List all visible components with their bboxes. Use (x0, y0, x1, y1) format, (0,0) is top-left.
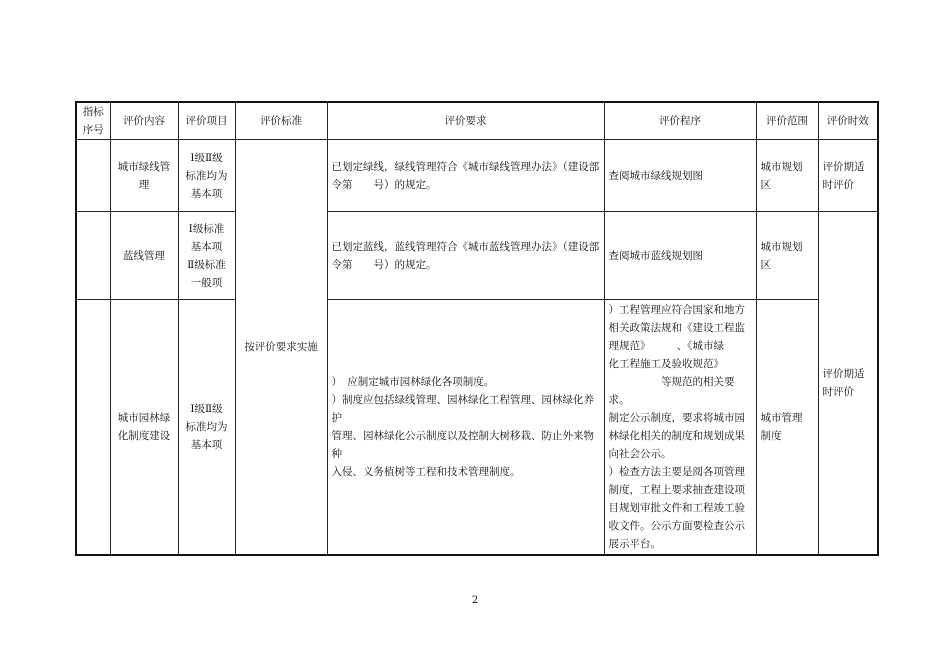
timeliness-merged-cell: 评价期适 时评价 (818, 212, 878, 555)
row-index (76, 140, 110, 212)
row-item: Ⅰ级Ⅱ级 标准均为 基本项 (178, 300, 235, 555)
row-procedure: 查阅城市蓝线规划图 (604, 212, 756, 300)
row-scope: 城市规划 区 (756, 140, 818, 212)
header-standard: 评价标准 (235, 102, 327, 140)
row-procedure: 查阅城市绿线规划图 (604, 140, 756, 212)
table-row (76, 300, 878, 555)
row-requirement: 已划定蓝线，蓝线管理符合《城市蓝线管理办法》（建设部 令第 号）的规定。 (327, 212, 604, 300)
standard-merged-cell: 按评价要求实施 (235, 140, 327, 555)
header-content: 评价内容 (110, 102, 178, 140)
row-index (76, 300, 110, 555)
row-item: Ⅰ级Ⅱ级 标准均为 基本项 (178, 140, 235, 212)
header-procedure: 评价程序 (604, 102, 756, 140)
header-row (76, 102, 878, 140)
header-index: 指标 序号 (76, 102, 110, 140)
table-row (76, 212, 878, 300)
row-content: 城市园林绿 化制度建设 (110, 300, 178, 555)
row-scope: 城市规划 区 (756, 212, 818, 300)
header-requirement: 评价要求 (327, 102, 604, 140)
header-scope: 评价范围 (756, 102, 818, 140)
row-item: Ⅰ级标准 基本项 Ⅱ级标准 一般项 (178, 212, 235, 300)
row-procedure: ）工程管理应符合国家和地方 相关政策法规和《建设工程监 理规范》 、《城市绿 化工程施工及验收规范》 等规范的相关要求。 制定公示制度，要求将城市园 林绿化相关的制度和规划成果 向社会公示。 ）检查方法主要是阅各项管理 制度，工程上要求抽查建设项 目规划审批文件和工程竣工验 收文件。公示方面要检查公示 展示平台。 (604, 300, 756, 555)
row-requirement: 已划定绿线，绿线管理符合《城市绿线管理办法》（建设部 令第 号）的规定。 (327, 140, 604, 212)
page-number: 2 (471, 595, 479, 606)
table-row (76, 140, 878, 212)
row-content: 蓝线管理 (110, 212, 178, 300)
header-timeliness: 评价时效 (818, 102, 878, 140)
row-timeliness: 评价期适 时评价 (818, 140, 878, 212)
row-scope: 城市管理 制度 (756, 300, 818, 555)
row-content: 城市绿线管 理 (110, 140, 178, 212)
evaluation-table (75, 101, 879, 556)
row-index (76, 212, 110, 300)
header-item: 评价项目 (178, 102, 235, 140)
row-requirement: ） 应制定城市园林绿化各项制度。 ）制度应包括绿线管理、园林绿化工程管理、园林绿化养护 管理、园林绿化公示制度以及控制大树移栽、防止外来物种 入侵、义务植树等工程和技术管理制度。 (327, 300, 604, 555)
